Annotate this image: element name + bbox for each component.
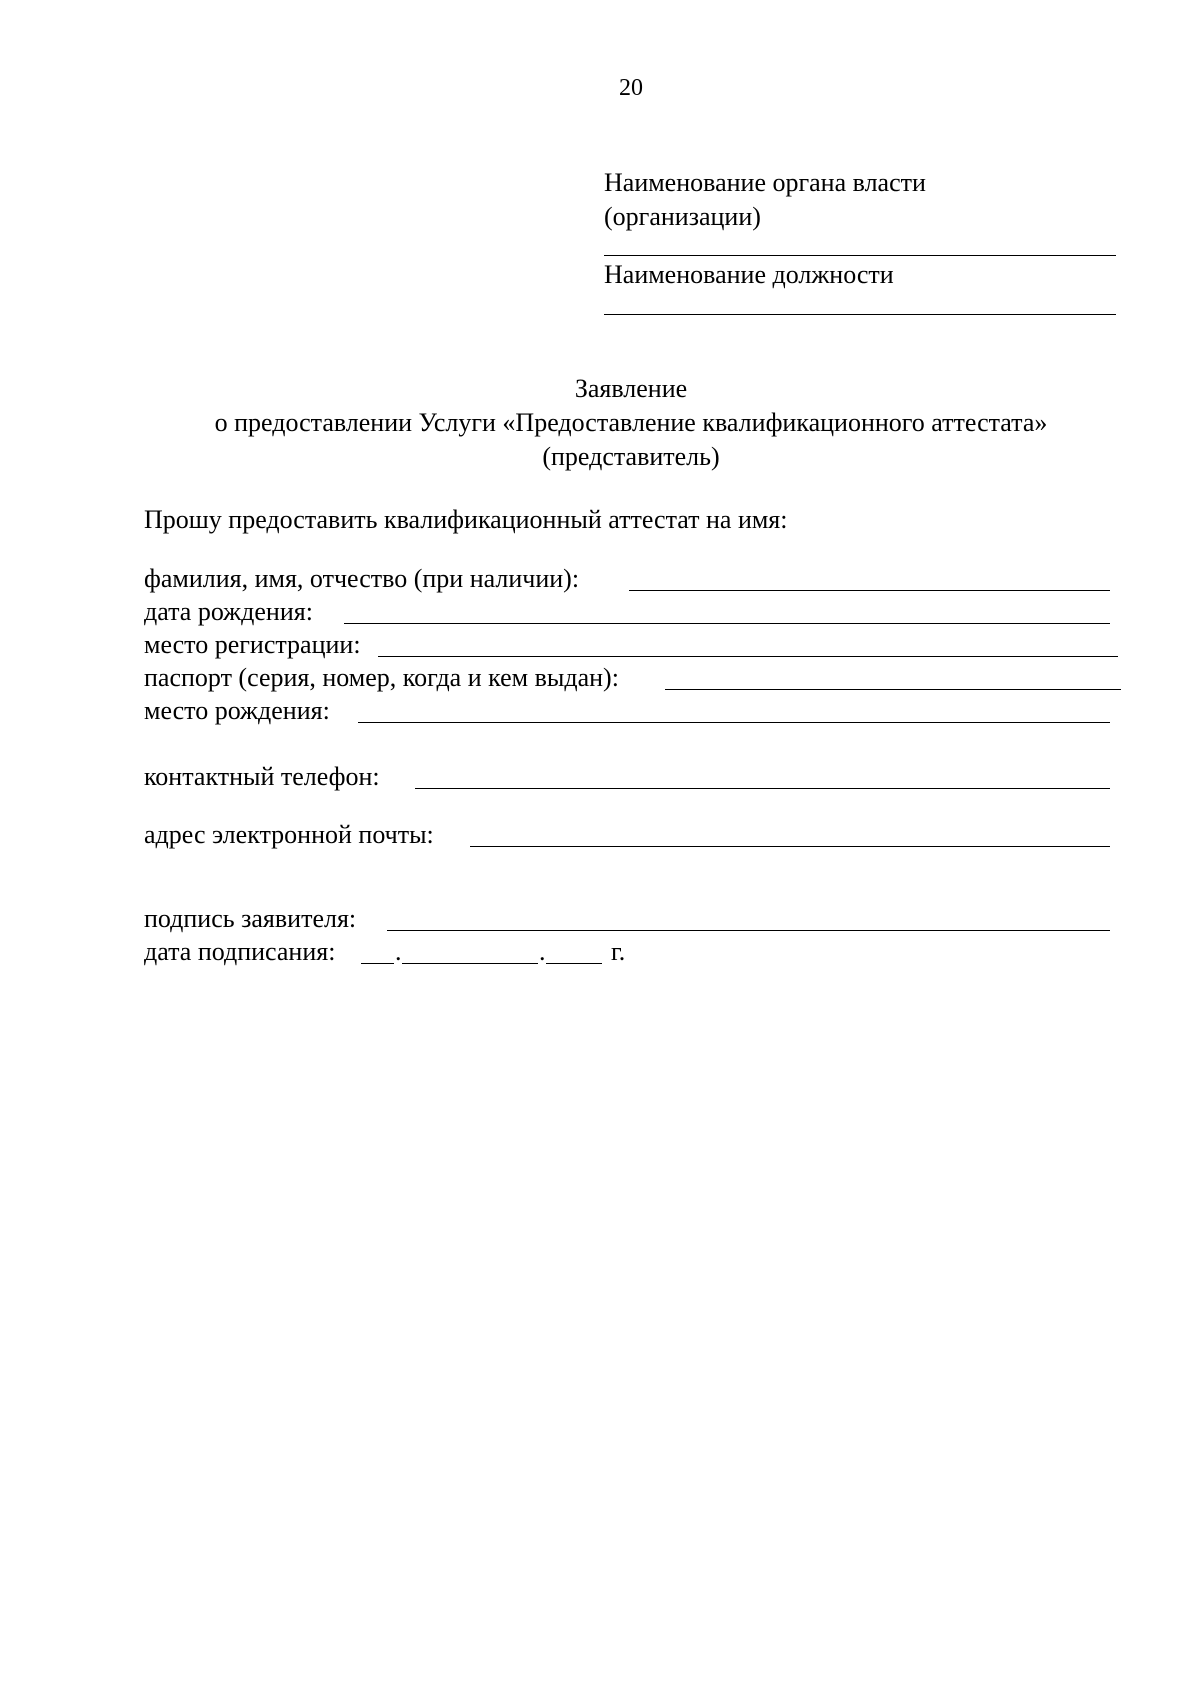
birth-date-label: дата рождения: (144, 597, 313, 626)
birth-date-field[interactable] (344, 623, 1110, 624)
phone-field[interactable] (415, 788, 1110, 789)
full-name-label: фамилия, имя, отчество (при наличии): (144, 564, 580, 593)
page-number: 20 (619, 75, 643, 101)
signing-date-year-field[interactable] (546, 963, 602, 964)
passport-field[interactable] (665, 689, 1121, 690)
signing-date-year-suffix: г. (611, 937, 626, 966)
signing-date-label: дата подписания: (144, 937, 336, 966)
email-label: адрес электронной почты: (144, 820, 434, 849)
authority-name-label-cont: (организации) (604, 202, 761, 231)
registration-place-field[interactable] (378, 656, 1118, 657)
signing-date-month-field[interactable] (402, 963, 538, 964)
birth-place-label: место рождения: (144, 696, 330, 725)
signing-date-separator: . (539, 937, 546, 966)
signature-label: подпись заявителя: (144, 904, 357, 933)
full-name-field[interactable] (629, 590, 1110, 591)
position-name-field[interactable] (604, 314, 1116, 315)
document-title: Заявление (574, 374, 688, 403)
email-field[interactable] (470, 846, 1110, 847)
registration-place-label: место регистрации: (144, 630, 361, 659)
signature-field[interactable] (387, 930, 1110, 931)
phone-label: контактный телефон: (144, 762, 380, 791)
document-subtitle-role: (представитель) (542, 442, 720, 471)
birth-place-field[interactable] (358, 722, 1110, 723)
signing-date-day-field[interactable] (361, 963, 394, 964)
authority-name-field[interactable] (604, 255, 1116, 256)
position-name-label: Наименование должности (604, 260, 894, 289)
authority-name-label: Наименование органа власти (604, 168, 926, 197)
document-subtitle: о предоставлении Услуги «Предоставление квалификационного аттестата» (214, 408, 1048, 437)
signing-date-separator: . (395, 937, 402, 966)
passport-label: паспорт (серия, номер, когда и кем выдан): (144, 663, 619, 692)
request-text: Прошу предоставить квалификационный аттестат на имя: (144, 505, 788, 534)
